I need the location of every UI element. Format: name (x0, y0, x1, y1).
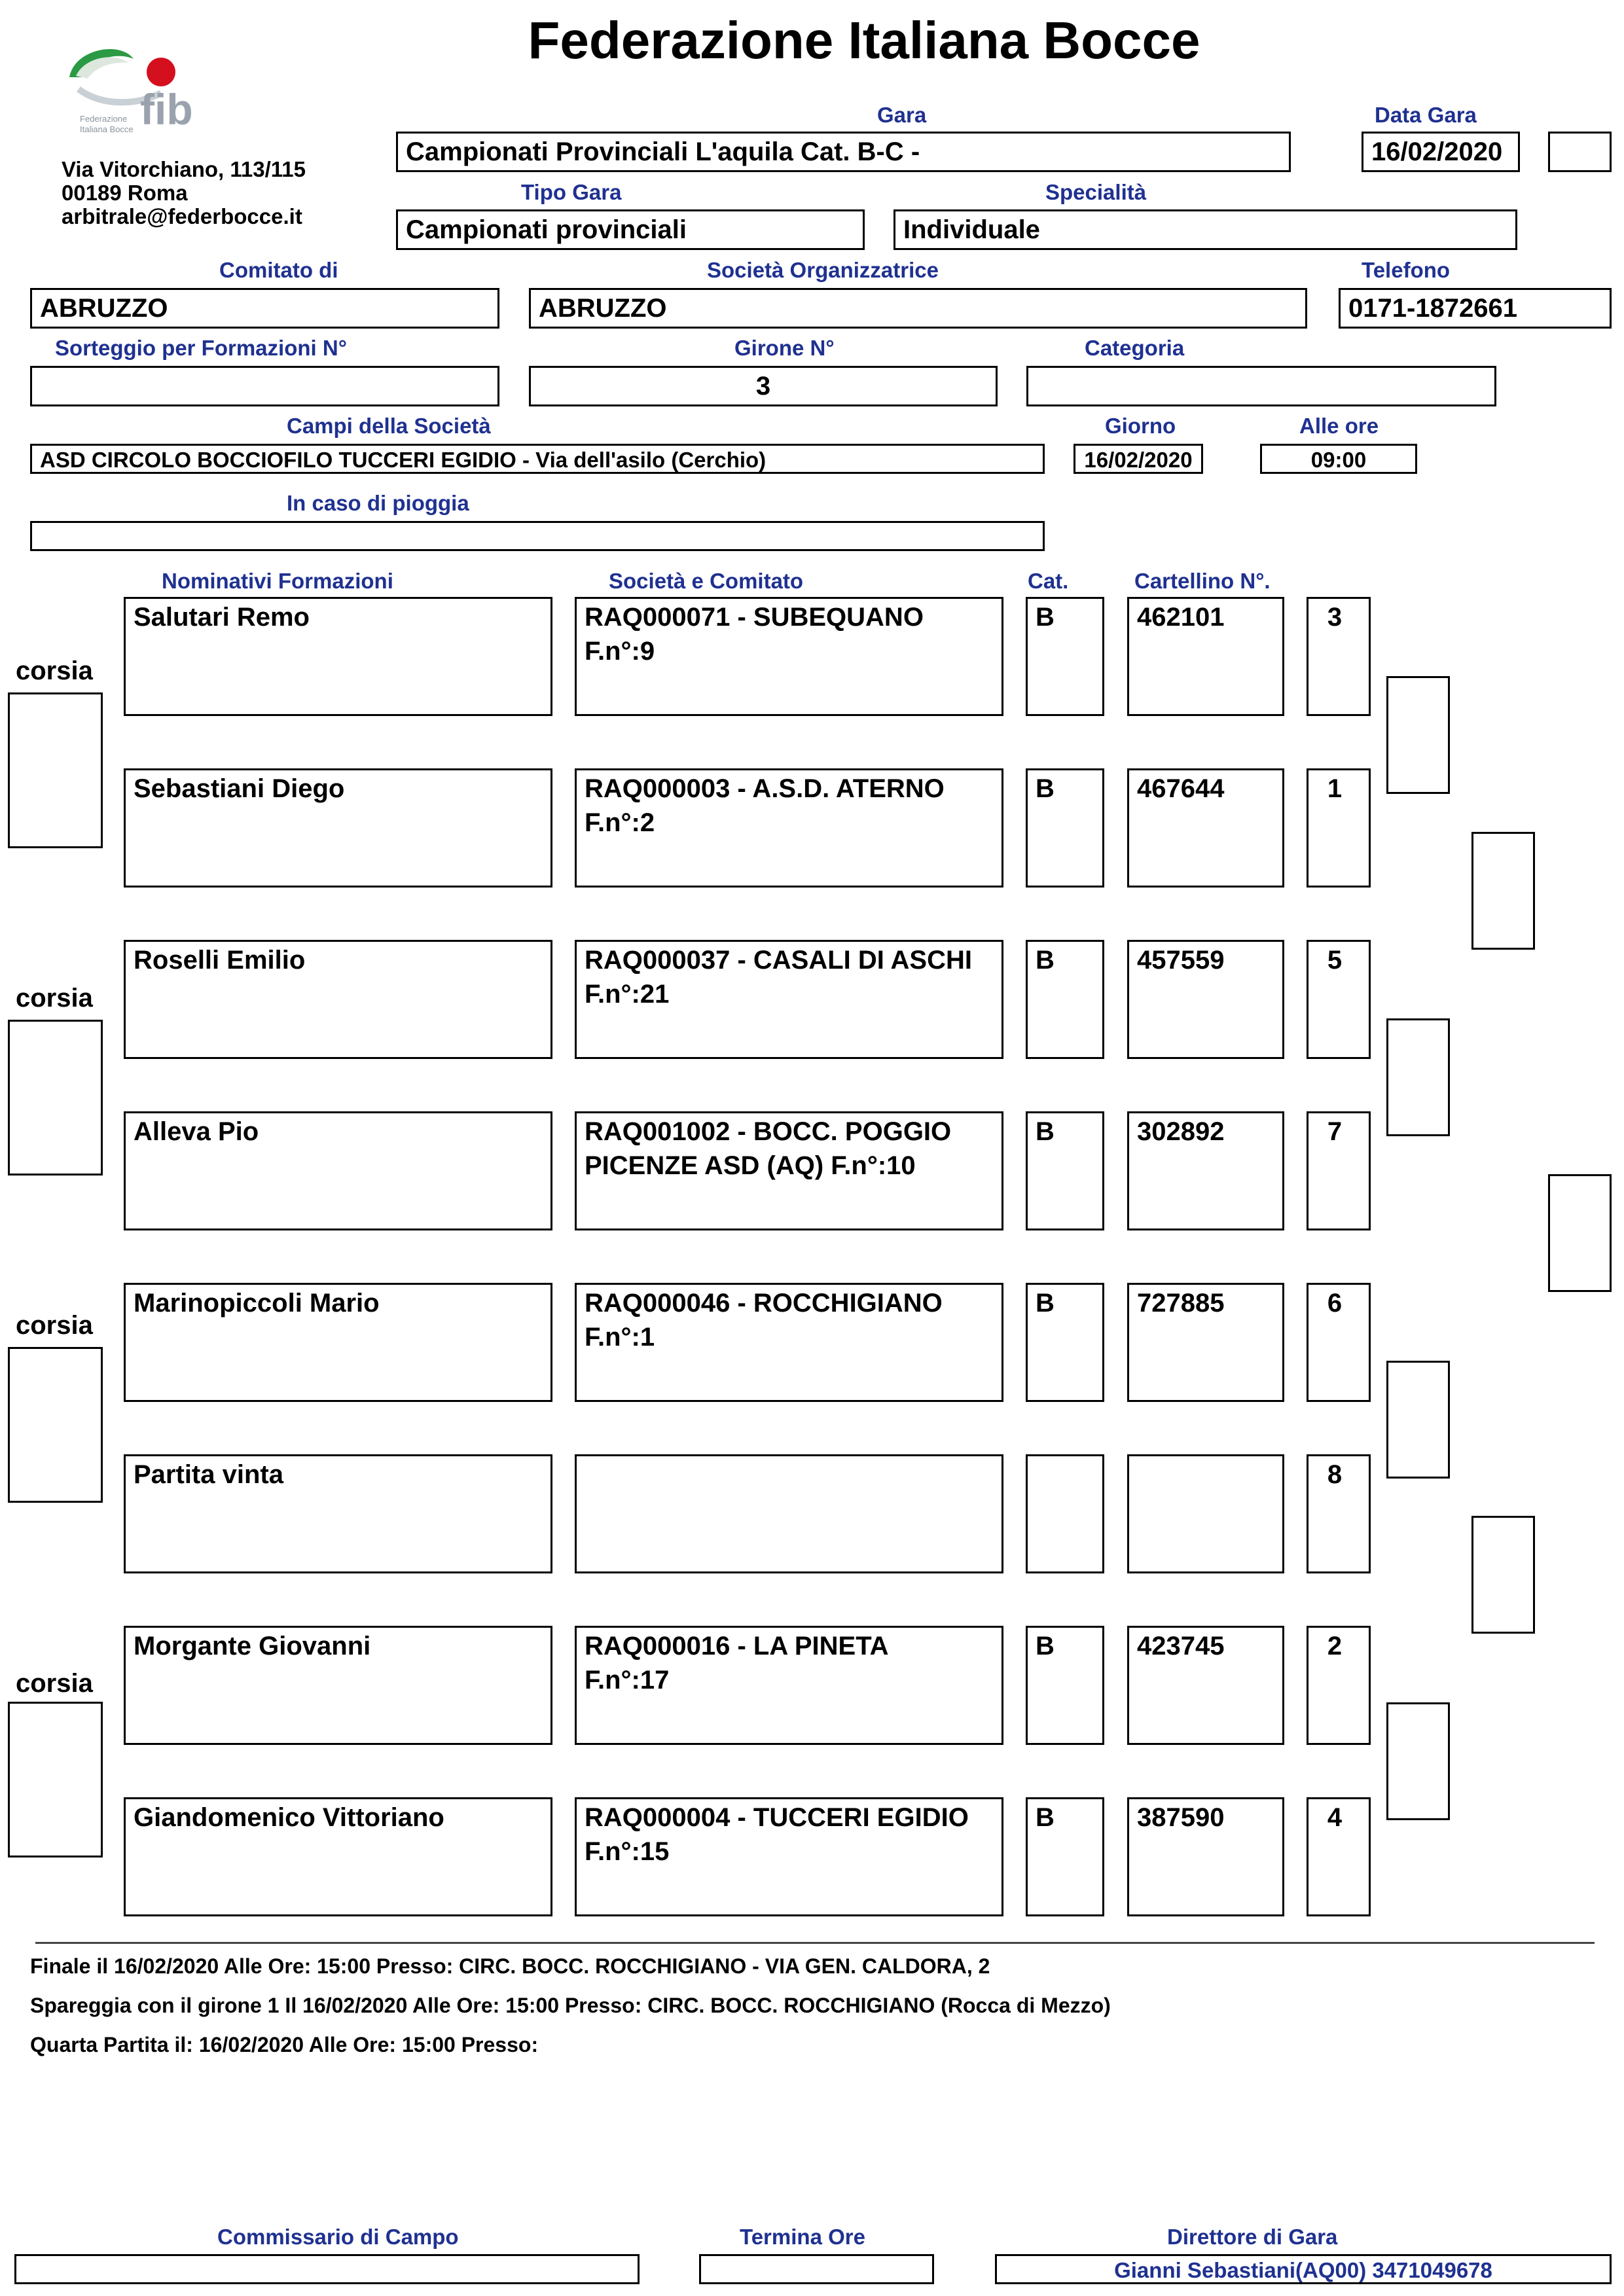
specialita-value: Individuale (903, 215, 1040, 244)
comitato-label: Comitato di (219, 258, 338, 282)
club-line2: F.n°:1 (585, 1323, 655, 1352)
bracket-box-round2[interactable] (1471, 1516, 1535, 1634)
card-number: 467644 (1137, 774, 1225, 803)
table-row-name[interactable] (124, 1111, 552, 1230)
table-row-name[interactable] (124, 1797, 552, 1916)
table-row-card[interactable] (1127, 1626, 1284, 1745)
club-line1: RAQ000003 - A.S.D. ATERNO (585, 774, 945, 803)
card-number: 387590 (1137, 1803, 1225, 1832)
corsia-label: corsia (16, 656, 93, 685)
club-line1: RAQ001002 - BOCC. POGGIO (585, 1117, 952, 1146)
finale-note: Finale il 16/02/2020 Alle Ore: 15:00 Presso: CIRC. BOCC. ROCCHIGIANO - VIA GEN. CALDORA, 2 (30, 1954, 990, 1978)
bracket-box-round1[interactable] (1386, 1702, 1450, 1820)
table-row-cat[interactable] (1026, 768, 1104, 888)
player-name: Morgante Giovanni (134, 1632, 371, 1660)
bracket-box-round1[interactable] (1386, 1018, 1450, 1136)
card-number: 457559 (1137, 946, 1225, 975)
bracket-box-round1[interactable] (1386, 676, 1450, 794)
cat-value: B (1036, 946, 1055, 975)
table-row-club[interactable] (575, 1626, 1003, 1745)
tipo-gara-field[interactable] (396, 209, 865, 250)
table-row-number[interactable] (1307, 940, 1371, 1059)
card-number: 727885 (1137, 1289, 1225, 1318)
address-line2: 00189 Roma (62, 181, 188, 205)
table-row-card[interactable] (1127, 768, 1284, 888)
gara-field[interactable] (396, 132, 1291, 172)
table-row-club[interactable] (575, 1283, 1003, 1402)
club-line1: RAQ000071 - SUBEQUANO (585, 603, 924, 632)
player-name: Salutari Remo (134, 603, 310, 632)
gara-value: Campionati Provinciali L'aquila Cat. B-C - (406, 137, 920, 166)
table-row-name[interactable] (124, 1454, 552, 1573)
cat-value: B (1036, 1117, 1055, 1146)
cat-value: B (1036, 603, 1055, 632)
player-name: Marinopiccoli Mario (134, 1289, 380, 1318)
col-societa-header: Società e Comitato (609, 569, 804, 593)
card-number: 462101 (1137, 603, 1225, 632)
draw-number: 8 (1327, 1460, 1343, 1489)
categoria-field[interactable] (1026, 366, 1496, 406)
corsia-box[interactable] (8, 1347, 103, 1503)
col-cat-header: Cat. (1028, 569, 1069, 593)
sorteggio-label: Sorteggio per Formazioni N° (55, 336, 347, 360)
societa-org-field[interactable] (529, 288, 1307, 329)
societa-org-value: ABRUZZO (539, 294, 667, 323)
societa-org-label: Società Organizzatrice (707, 258, 939, 282)
draw-number: 6 (1327, 1289, 1343, 1318)
col-nominativi-header: Nominativi Formazioni (162, 569, 393, 593)
extra-date-box[interactable] (1548, 132, 1612, 172)
table-row-card[interactable] (1127, 1111, 1284, 1230)
campi-field[interactable] (30, 444, 1045, 474)
club-line1: RAQ000004 - TUCCERI EGIDIO (585, 1803, 969, 1832)
svg-text:Federazione: Federazione (80, 114, 128, 124)
club-line2: F.n°:2 (585, 808, 655, 837)
table-row-number[interactable] (1307, 597, 1371, 716)
alle-ore-label: Alle ore (1299, 414, 1379, 438)
email-address: arbitrale@federbocce.it (62, 204, 302, 228)
corsia-label: corsia (16, 1311, 93, 1340)
table-row-club[interactable] (575, 597, 1003, 716)
telefono-label: Telefono (1362, 258, 1451, 282)
giorno-value: 16/02/2020 (1084, 448, 1193, 472)
table-row-number[interactable] (1307, 1626, 1371, 1745)
direttore-field[interactable] (995, 2254, 1612, 2284)
draw-number: 2 (1327, 1632, 1343, 1660)
corsia-label: corsia (16, 984, 93, 1013)
girone-value: 3 (755, 372, 771, 401)
direttore-value: Gianni Sebastiani(AQ00) 3471049678 (1114, 2258, 1492, 2282)
table-row-cat[interactable] (1026, 1626, 1104, 1745)
cat-value: B (1036, 774, 1055, 803)
sorteggio-field[interactable] (30, 366, 499, 406)
table-row-card[interactable] (1127, 1797, 1284, 1916)
club-line2: F.n°:17 (585, 1666, 670, 1695)
bracket-box-round1[interactable] (1386, 1361, 1450, 1479)
pioggia-field[interactable] (30, 521, 1045, 551)
table-row-cat[interactable] (1026, 1797, 1104, 1916)
table-row-club[interactable] (575, 768, 1003, 888)
player-name: Sebastiani Diego (134, 774, 345, 803)
cat-value: B (1036, 1289, 1055, 1318)
svg-text:fib: fib (140, 85, 193, 134)
player-name: Partita vinta (134, 1460, 283, 1489)
corsia-box[interactable] (8, 1020, 103, 1175)
table-row-club[interactable] (575, 1111, 1003, 1230)
girone-label: Girone N° (734, 336, 835, 360)
draw-number: 3 (1327, 603, 1343, 632)
termina-field[interactable] (699, 2254, 934, 2284)
categoria-label: Categoria (1085, 336, 1185, 360)
table-row-cat[interactable] (1026, 1454, 1104, 1573)
comitato-field[interactable] (30, 288, 499, 329)
club-line1: RAQ000016 - LA PINETA (585, 1632, 889, 1660)
campi-label: Campi della Società (287, 414, 491, 438)
alle-ore-field[interactable] (1260, 444, 1417, 474)
club-line1: RAQ000046 - ROCCHIGIANO (585, 1289, 943, 1318)
table-row-cat[interactable] (1026, 1111, 1104, 1230)
specialita-label: Specialità (1045, 180, 1147, 204)
table-row-cat[interactable] (1026, 597, 1104, 716)
club-line2: F.n°:15 (585, 1837, 670, 1866)
table-row-name[interactable] (124, 1283, 552, 1402)
fib-logo (63, 37, 220, 141)
draw-number: 5 (1327, 946, 1343, 975)
club-line2: PICENZE ASD (AQ) F.n°:10 (585, 1151, 916, 1180)
telefono-field[interactable] (1339, 288, 1612, 329)
table-row-cat[interactable] (1026, 940, 1104, 1059)
club-line2: F.n°:21 (585, 980, 670, 1009)
table-row-club[interactable] (575, 940, 1003, 1059)
player-name: Roselli Emilio (134, 946, 306, 975)
draw-number: 4 (1327, 1803, 1343, 1832)
termina-label: Termina Ore (740, 2225, 865, 2249)
table-row-card[interactable] (1127, 940, 1284, 1059)
card-number: 302892 (1137, 1117, 1225, 1146)
draw-number: 7 (1327, 1117, 1343, 1146)
svg-text:Italiana Bocce: Italiana Bocce (80, 124, 134, 134)
table-row-number[interactable] (1307, 1797, 1371, 1916)
pioggia-label: In caso di pioggia (287, 491, 469, 515)
commissario-label: Commissario di Campo (217, 2225, 459, 2249)
giorno-field[interactable] (1074, 444, 1203, 474)
corsia-box[interactable] (8, 1702, 103, 1857)
table-row-number[interactable] (1307, 1111, 1371, 1230)
player-name: Giandomenico Vittoriano (134, 1803, 444, 1832)
alle-ore-value: 09:00 (1310, 448, 1367, 472)
quarta-note: Quarta Partita il: 16/02/2020 Alle Ore: 15:00 Presso: (30, 2033, 539, 2056)
player-name: Alleva Pio (134, 1117, 259, 1146)
gara-label: Gara (877, 103, 927, 127)
table-row-name[interactable] (124, 1626, 552, 1745)
card-number: 423745 (1137, 1632, 1225, 1660)
table-row-card[interactable] (1127, 1283, 1284, 1402)
campi-value: ASD CIRCOLO BOCCIOFILO TUCCERI EGIDIO - Via dell'asilo (Cerchio) (40, 448, 767, 472)
table-row-name[interactable] (124, 768, 552, 888)
cat-value: B (1036, 1632, 1055, 1660)
girone-field[interactable] (529, 366, 998, 406)
spareggia-note: Spareggia con il girone 1 Il 16/02/2020 Alle Ore: 15:00 Presso: CIRC. BOCC. ROCCHIGIANO (Rocca di Mezzo) (30, 1994, 1111, 2017)
commissario-field[interactable] (14, 2254, 640, 2284)
bracket-box-final[interactable] (1548, 1174, 1612, 1292)
direttore-label: Direttore di Gara (1167, 2225, 1338, 2249)
table-row-club[interactable] (575, 1797, 1003, 1916)
table-row-club[interactable] (575, 1454, 1003, 1573)
bracket-box-round2[interactable] (1471, 832, 1535, 950)
giorno-label: Giorno (1105, 414, 1176, 438)
table-row-name[interactable] (124, 597, 552, 716)
address-line1: Via Vitorchiano, 113/115 (62, 157, 306, 181)
table-row-cat[interactable] (1026, 1283, 1104, 1402)
club-line2: F.n°:9 (585, 637, 655, 666)
corsia-label: corsia (16, 1669, 93, 1698)
divider-line (35, 1942, 1595, 1944)
col-cartellino-header: Cartellino N°. (1134, 569, 1271, 593)
draw-number: 1 (1327, 774, 1343, 803)
comitato-value: ABRUZZO (40, 294, 168, 323)
table-row-number[interactable] (1307, 768, 1371, 888)
specialita-field[interactable] (893, 209, 1517, 250)
data-gara-value: 16/02/2020 (1371, 137, 1503, 166)
table-row-card[interactable] (1127, 1454, 1284, 1573)
table-row-card[interactable] (1127, 597, 1284, 716)
cat-value: B (1036, 1803, 1055, 1832)
corsia-box[interactable] (8, 692, 103, 848)
tipo-gara-label: Tipo Gara (521, 180, 622, 204)
table-row-number[interactable] (1307, 1283, 1371, 1402)
table-row-name[interactable] (124, 940, 552, 1059)
data-gara-field[interactable] (1362, 132, 1520, 172)
data-gara-label: Data Gara (1375, 103, 1477, 127)
club-line1: RAQ000037 - CASALI DI ASCHI (585, 946, 972, 975)
page-title: Federazione Italiana Bocce (528, 11, 1200, 69)
fib-logo-icon (63, 37, 220, 141)
table-row-number[interactable] (1307, 1454, 1371, 1573)
tipo-gara-value: Campionati provinciali (406, 215, 687, 244)
telefono-value: 0171-1872661 (1348, 294, 1518, 323)
